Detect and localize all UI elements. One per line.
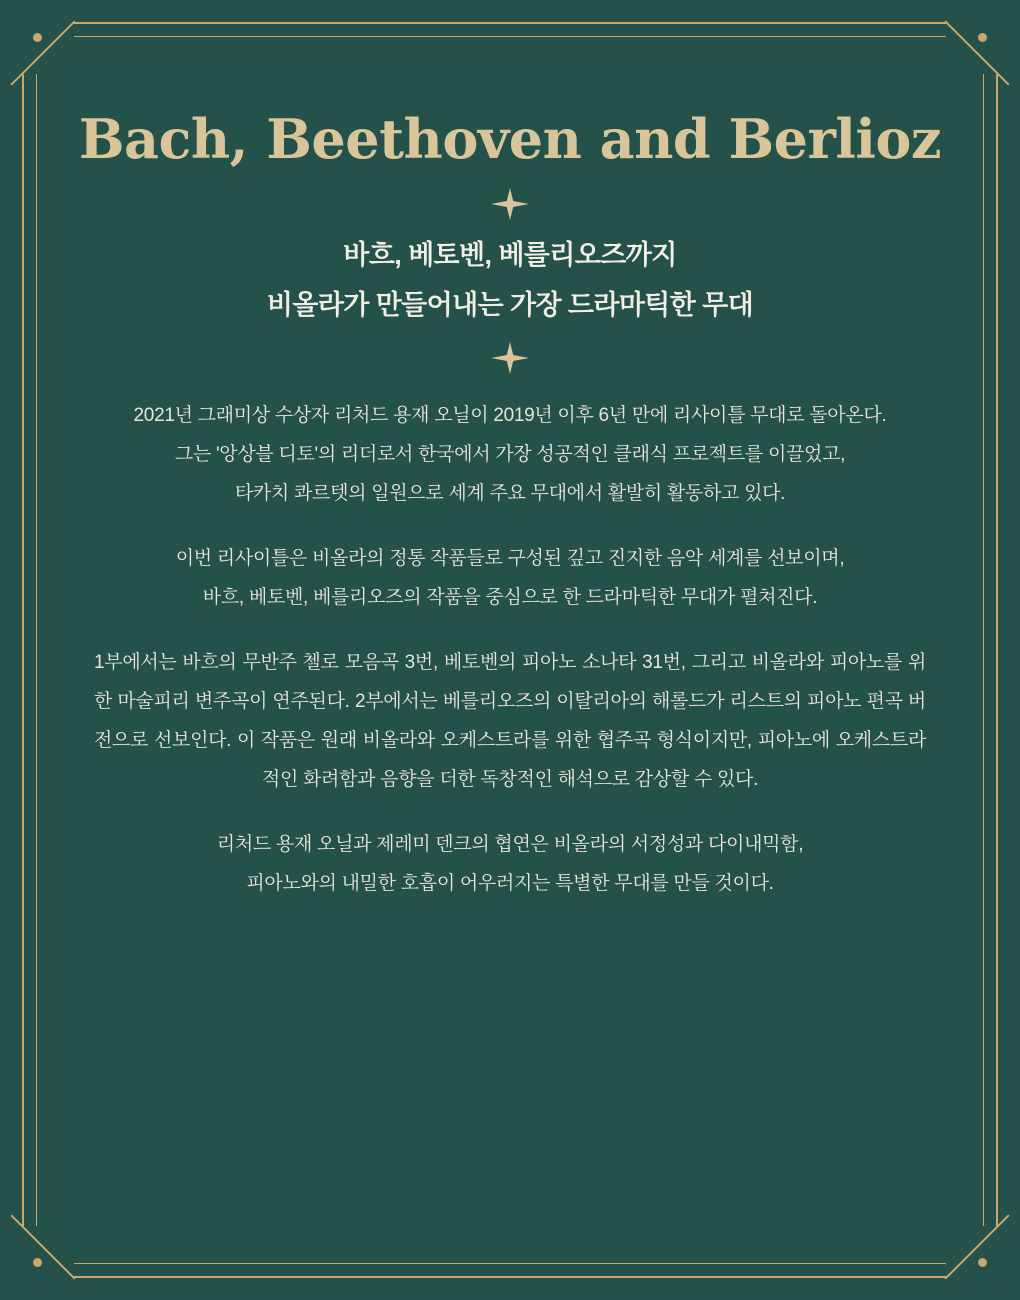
poster-title: Bach, Beethoven and Berlioz — [78, 107, 942, 171]
ornament-divider-bottom — [60, 331, 960, 385]
subtitle-line-1: 바흐, 베토벤, 베를리오즈까지 — [343, 240, 677, 271]
four-point-star-icon — [488, 341, 532, 375]
poster-content — [60, 107, 960, 904]
paragraph-2-line-1: 이번 리사이틀은 비올라의 정통 작품들로 구성된 깊고 진지한 음악 세계를 선보이며, — [175, 548, 845, 570]
four-point-star-icon — [488, 187, 532, 221]
paragraph-4-line-1: 리처드 용재 오닐과 제레미 덴크의 협연은 비올라의 서정성과 다이내믹함, — [216, 833, 804, 855]
corner-ornament-top-left — [10, 10, 74, 74]
paragraph-2-line-2: 바흐, 베토벤, 베를리오즈의 작품을 중심으로 한 드라마틱한 무대가 펼쳐진다. — [202, 587, 818, 609]
corner-dot-bottom-right — [978, 1258, 987, 1267]
poster-subtitle — [60, 231, 960, 331]
paragraph-3: 1부에서는 바흐의 무반주 첼로 모음곡 3번, 베토벤의 피아노 소나타 31번, 그리고 비올라와 피아노를 위한 마술피리 변주곡이 연주된다. 2부에서는 베를리오즈의 이탈리아의 해롤드가 리스트의 피아노 편곡 버전으로 선보인다. 이 작품은 원래 비올라와 오케스트라를 위한 협주곡 형식이지만, 피아노에 오케스트라적인 화려함과 음향을 더한 독창적인 해석으로 감상할 수 있다. — [94, 651, 926, 790]
paragraph-4 — [86, 826, 934, 904]
corner-dot-top-left — [33, 33, 42, 42]
corner-dot-top-right — [978, 33, 987, 42]
corner-ornament-top-right — [946, 10, 1010, 74]
paragraph-1-line-2: 그는 '앙상블 디토'의 리더로서 한국에서 가장 성공적인 클래식 프로젝트를 이끌었고, — [174, 444, 846, 466]
corner-dot-bottom-left — [33, 1258, 42, 1267]
paragraph-4-line-2: 피아노와의 내밀한 호흡이 어우러지는 특별한 무대를 만들 것이다. — [246, 872, 774, 894]
corner-ornament-bottom-left — [10, 1226, 74, 1290]
paragraph-2 — [86, 540, 934, 618]
corner-ornament-bottom-right — [946, 1226, 1010, 1290]
paragraph-1-line-1: 2021년 그래미상 수상자 리처드 용재 오닐이 2019년 이후 6년 만에 리사이틀 무대로 돌아온다. — [133, 405, 887, 427]
subtitle-line-2: 비올라가 만들어내는 가장 드라마틱한 무대 — [266, 290, 754, 321]
paragraph-1-line-3: 타카치 콰르텟의 일원으로 세계 주요 무대에서 활발히 활동하고 있다. — [234, 483, 786, 505]
poster-description — [60, 397, 960, 903]
ornament-divider-top — [60, 177, 960, 231]
paragraph-1 — [86, 397, 934, 514]
